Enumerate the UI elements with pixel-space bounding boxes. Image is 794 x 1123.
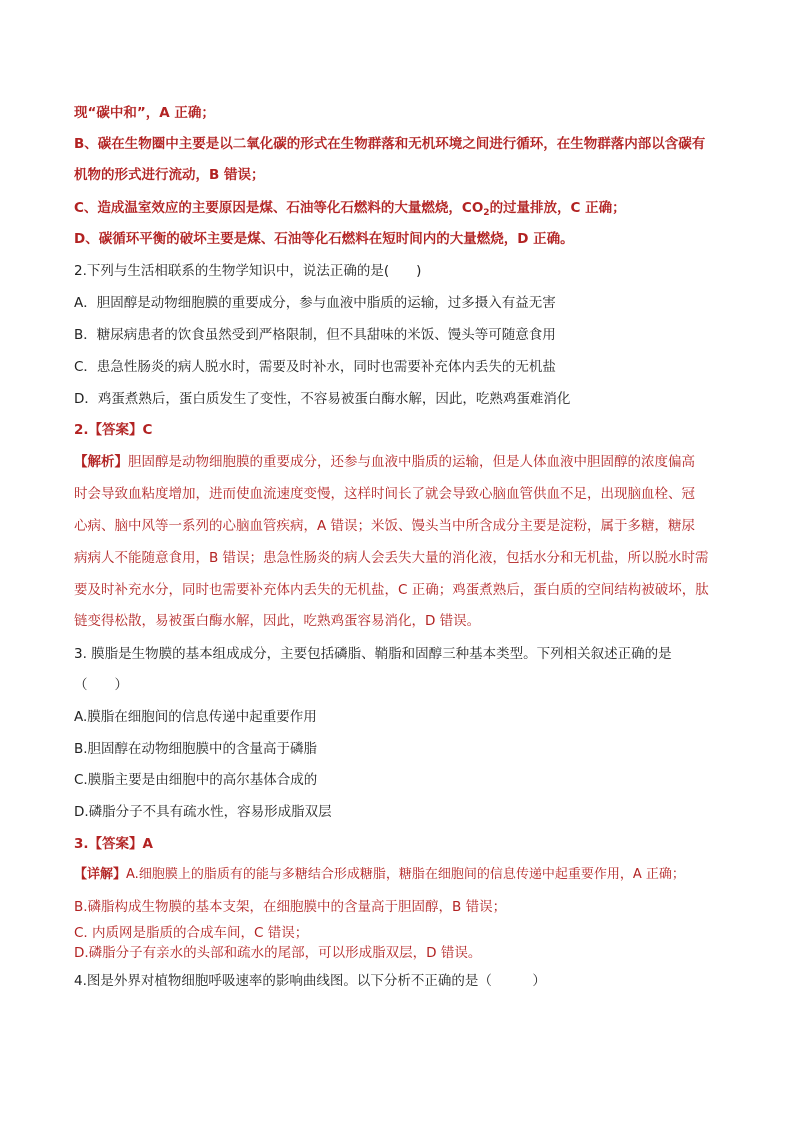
q2-option-c: C．患急性肠炎的病人脱水时，需要及时补水，同时也需要补充体内丢失的无机盐: [74, 359, 556, 375]
q2-analysis-line-2: 时会导致血粘度增加，进而使血流速度变慢，这样时间长了就会导致心脑血管供血不足，出现脑血栓、冠: [74, 486, 695, 502]
q1-line4-text-b: 的过量排放，C 正确；: [489, 200, 626, 216]
q3-stem-line-1: 3. 膜脂是生物膜的基本组成成分，主要包括磷脂、鞘脂和固醇三种基本类型。下列相关叙述正确的是: [74, 646, 672, 662]
q3-detail-line-4: D.磷脂分子有亲水的头部和疏水的尾部，可以形成脂双层，D 错误。: [74, 945, 482, 961]
q3-stem-line-2: （ ）: [74, 677, 128, 693]
q2-answer: 2.【答案】C: [74, 422, 153, 438]
q3-option-a: A.膜脂在细胞间的信息传递中起重要作用: [74, 709, 317, 725]
q2-analysis-line-5: 要及时补充水分，同时也需要补充体内丢失的无机盐，C 正确；鸡蛋煮熟后，蛋白质的空间结构被破坏，肽: [74, 582, 709, 598]
q2-analysis-line-6: 链变得松散，易被蛋白酶水解，因此，吃熟鸡蛋容易消化，D 错误。: [74, 613, 481, 629]
q2-analysis-line-4: 病病人不能随意食用，B 错误；患急性肠炎的病人会丢失大量的消化液，包括水分和无机盐，所以脱水时需: [74, 550, 709, 566]
q3-detail-line-3: C. 内质网是脂质的合成车间，C 错误；: [74, 925, 309, 941]
q3-option-c: C.膜脂主要是由细胞中的高尔基体合成的: [74, 772, 318, 788]
q1-explanation-line-1: 现“碳中和”，A 正确；: [74, 105, 215, 121]
q3-option-b: B.胆固醇在动物细胞膜中的含量高于磷脂: [74, 741, 318, 757]
q3-detail-text-1: A.细胞膜上的脂质有的能与多糖结合形成糖脂，糖脂在细胞间的信息传递中起重要作用，A 正确；: [126, 867, 685, 882]
q2-analysis-label: 【解析】: [74, 454, 128, 470]
q1-explanation-line-2: B、碳在生物圈中主要是以二氧化碳的形式在生物群落和无机环境之间进行循环，在生物群落内部以含碳有: [74, 136, 706, 152]
q3-option-d: D.磷脂分子不具有疏水性，容易形成脂双层: [74, 804, 332, 820]
q3-detail-line-1: [74, 866, 685, 884]
q1-explanation-line-3: 机物的形式进行流动，B 错误；: [74, 167, 265, 183]
q4-stem: 4.图是外界对植物细胞呼吸速率的影响曲线图。以下分析不正确的是（ ）: [74, 973, 546, 989]
q1-explanation-line-4: [74, 199, 626, 222]
q2-analysis-text-1: 胆固醇是动物细胞膜的重要成分，还参与血液中脂质的运输，但是人体血液中胆固醇的浓度偏高: [128, 454, 695, 470]
q2-option-d: D．鸡蛋煮熟后，蛋白质发生了变性，不容易被蛋白酶水解，因此，吃熟鸡蛋难消化: [74, 391, 571, 407]
q1-line4-text-a: C、造成温室效应的主要原因是煤、石油等化石燃料的大量燃烧，CO: [74, 200, 484, 216]
q3-answer: 3.【答案】A: [74, 836, 153, 852]
q1-explanation-line-5: D、碳循环平衡的破坏主要是煤、石油等化石燃料在短时间内的大量燃烧，D 正确。: [74, 231, 574, 247]
q3-detail-label: 【详解】: [74, 867, 127, 882]
q1-line4-subscript: 2: [483, 208, 490, 218]
q2-analysis-line-3: 心病、脑中风等一系列的心脑血管疾病，A 错误；米饭、馒头当中所含成分主要是淀粉，属于多糖，糖尿: [74, 518, 696, 534]
q2-analysis-line-1: [74, 453, 695, 471]
q2-option-a: A．胆固醇是动物细胞膜的重要成分，参与血液中脂质的运输，过多摄入有益无害: [74, 295, 556, 311]
q2-stem: 2.下列与生活相联系的生物学知识中，说法正确的是( ): [74, 263, 422, 279]
q3-detail-line-2: B.磷脂构成生物膜的基本支架，在细胞膜中的含量高于胆固醇，B 错误；: [74, 899, 507, 915]
q2-option-b: B．糖尿病患者的饮食虽然受到严格限制，但不具甜味的米饭、馒头等可随意食用: [74, 327, 556, 343]
